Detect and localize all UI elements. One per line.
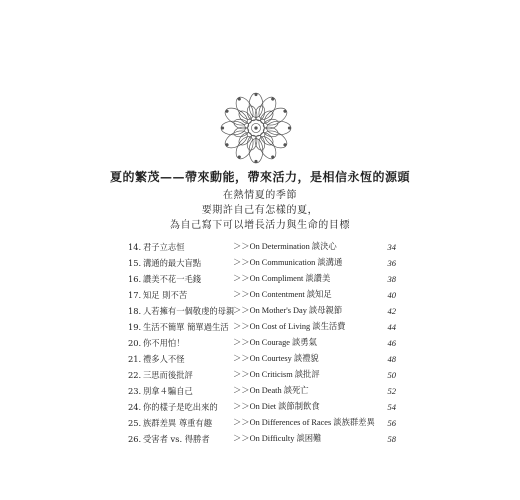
entry-page-number: 46 (387, 338, 396, 348)
entry-topic: ＞＞On Contentment 談知足 (233, 290, 332, 299)
toc-entry[interactable] (128, 287, 396, 303)
entry-title: 君子立志恒 (143, 242, 185, 252)
entry-page-number: 40 (387, 290, 396, 300)
entry-page-number: 52 (387, 386, 396, 396)
entry-number: 17. (128, 290, 142, 300)
entry-title: 受害者 vs. 得勝者 (143, 434, 210, 444)
entry-page-number: 56 (387, 418, 396, 428)
entry-page-number: 44 (387, 322, 396, 332)
toc-entry[interactable] (128, 335, 396, 351)
entry-number: 25. (128, 418, 142, 428)
entry-number: 26. (128, 434, 142, 444)
entry-title: 禮多人不怪 (143, 354, 185, 364)
toc-entry[interactable] (128, 255, 396, 271)
entry-topic: ＞＞On Differences of Races 談族群差異 (233, 418, 375, 427)
entry-title: 溝通的最大盲點 (143, 258, 202, 268)
subtitle-line-2: 要期許自己有怎樣的夏， (201, 205, 319, 216)
entry-number: 19. (128, 322, 142, 332)
flower-mandala-icon (218, 90, 294, 166)
entry-page-number: 54 (387, 402, 396, 412)
entry-number: 22. (128, 370, 142, 380)
toc-entry[interactable] (128, 319, 396, 335)
toc-entry[interactable] (128, 367, 396, 383)
entry-page-number: 36 (387, 258, 396, 268)
subtitle-line-1: 在熱情夏的季節 (222, 190, 298, 201)
toc-entry[interactable] (128, 271, 396, 287)
entry-topic: ＞＞On Determination 談決心 (233, 242, 337, 251)
entry-page-number: 38 (387, 274, 396, 284)
entry-topic: ＞＞On Courage 談勇氣 (233, 338, 317, 347)
entry-topic: ＞＞On Mother's Day 談母親節 (233, 306, 343, 315)
entry-number: 21. (128, 354, 142, 364)
entry-page-number: 58 (387, 434, 396, 444)
entry-topic: ＞＞On Compliment 談讚美 (233, 274, 331, 283)
entry-number: 15. (128, 258, 142, 268)
toc-entry[interactable] (128, 303, 396, 319)
toc-entry[interactable] (128, 239, 396, 255)
entry-number: 16. (128, 274, 142, 284)
entry-title: 生活不簡單 簡單過生活 (143, 322, 229, 332)
entry-topic: ＞＞On Cost of Living 談生活費 (233, 322, 346, 331)
entry-number: 23. (128, 386, 142, 396)
entry-title: 你不用怕！ (143, 338, 185, 348)
table-of-contents (128, 239, 396, 447)
entry-topic: ＞＞On Death 談死亡 (233, 386, 309, 395)
entry-title: 你的樣子是吃出來的 (143, 402, 218, 412)
entry-title: 三思而後批評 (143, 370, 193, 380)
entry-topic: ＞＞On Difficulty 談困難 (233, 434, 322, 443)
entry-title: 知足 則不苦 (143, 290, 188, 300)
entry-topic: ＞＞On Communication 談溝通 (233, 258, 343, 267)
entry-page-number: 34 (387, 242, 396, 252)
entry-title: 讚美不花一毛錢 (143, 274, 202, 284)
entry-page-number: 48 (387, 354, 396, 364)
toc-entry[interactable] (128, 399, 396, 415)
section-heading: 夏的繁茂——帶來動能，帶來活力，是相信永恆的源頭 (109, 170, 410, 184)
entry-title: 別拿４騙自己 (143, 386, 193, 396)
toc-entry[interactable] (128, 351, 396, 367)
entry-number: 20. (128, 338, 142, 348)
entry-title: 人若擁有一個敬虔的母親 (143, 306, 235, 316)
entry-number: 24. (128, 402, 142, 412)
entry-title: 族群差異 尊重有趣 (143, 418, 213, 428)
entry-topic: ＞＞On Courtesy 談禮貌 (233, 354, 319, 363)
entry-number: 18. (128, 306, 142, 316)
entry-topic: ＞＞On Criticism 談批評 (233, 370, 320, 379)
entry-page-number: 42 (387, 306, 396, 316)
toc-entry[interactable] (128, 431, 396, 447)
toc-entry[interactable] (128, 415, 396, 431)
entry-topic: ＞＞On Diet 談節制飲食 (233, 402, 320, 411)
entry-page-number: 50 (387, 370, 396, 380)
subtitle-line-3: 為自己寫下可以增長活力與生命的目標 (169, 220, 351, 231)
entry-number: 14. (128, 242, 142, 252)
toc-entry[interactable] (128, 383, 396, 399)
